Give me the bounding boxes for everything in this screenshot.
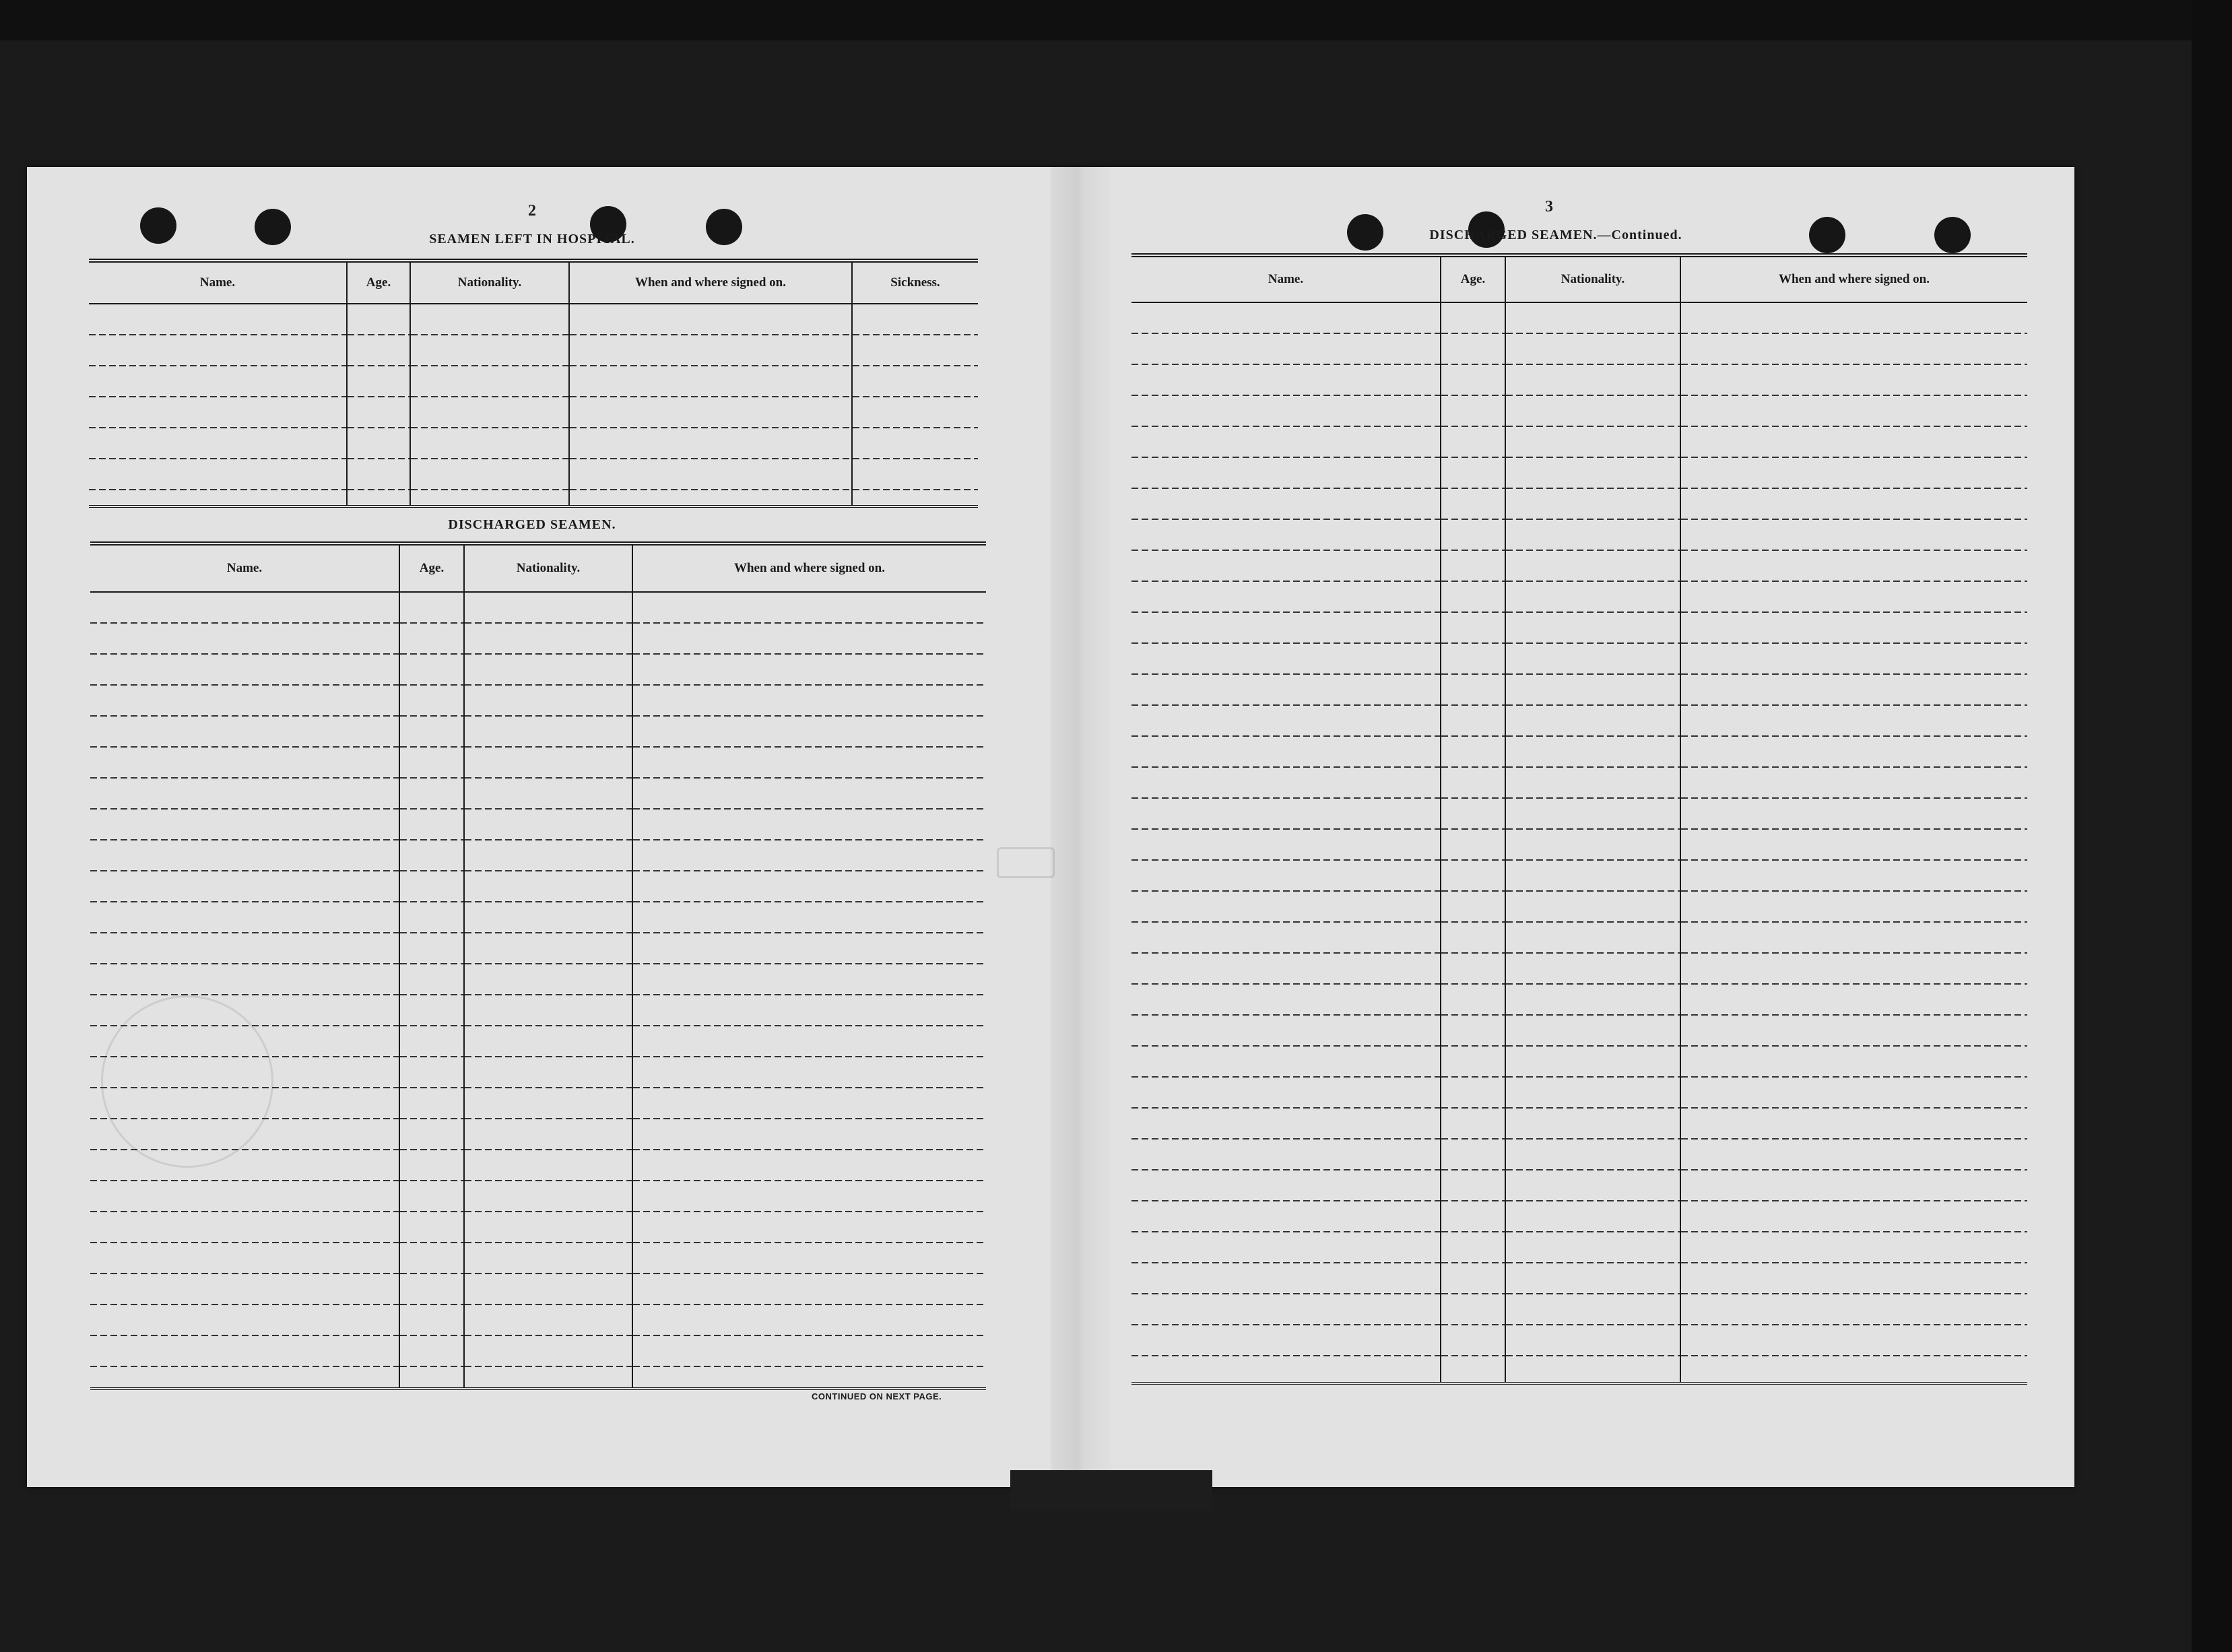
blank-entry-lines [465, 593, 632, 1387]
column-header: Nationality. [411, 263, 568, 304]
page-gutter [1051, 167, 1111, 1487]
discharged-col-signed-on [633, 546, 986, 1387]
continued-note: CONTINUED ON NEXT PAGE. [812, 1391, 942, 1401]
scanner-border-top [0, 0, 2232, 40]
discharged-section-title: DISCHARGED SEAMEN. [448, 517, 616, 532]
discharged-col-name [90, 546, 400, 1387]
column-header: When and where signed on. [1681, 257, 2027, 303]
hospital-col-age [348, 263, 411, 505]
blank-entry-lines [570, 304, 851, 505]
continued-col-nationality [1506, 257, 1681, 1382]
column-header: Sickness. [853, 263, 978, 304]
discharged-table [90, 541, 986, 1390]
column-header: When and where signed on. [570, 263, 851, 304]
blank-entry-lines [633, 593, 986, 1387]
discharged-col-age [400, 546, 465, 1387]
column-header: Nationality. [1506, 257, 1680, 303]
scanner-border-right [2192, 0, 2232, 1652]
blank-entry-lines [1681, 303, 2027, 1382]
column-header: Name. [1131, 257, 1440, 303]
binding-strip [1010, 1470, 1212, 1511]
hospital-col-nationality [411, 263, 570, 505]
document-sheet [27, 167, 2074, 1487]
blank-entry-lines [1506, 303, 1680, 1382]
left-page [27, 167, 1051, 1487]
column-header: Age. [400, 546, 463, 593]
right-page [1111, 167, 2074, 1487]
discharged-continued-title: DISCHARGED SEAMEN.—Continued. [1429, 228, 1682, 242]
hospital-col-signed-on [570, 263, 853, 505]
column-header: Name. [90, 546, 399, 593]
blank-entry-lines [400, 593, 463, 1387]
hospital-col-sickness [853, 263, 978, 505]
page-number: 2 [528, 202, 536, 220]
hospital-section-title: SEAMEN LEFT IN HOSPITAL. [429, 232, 635, 246]
blank-entry-lines [853, 304, 978, 505]
continued-col-signed-on [1681, 257, 2027, 1382]
blank-entry-lines [348, 304, 409, 505]
blank-entry-lines [90, 593, 399, 1387]
continued-col-age [1441, 257, 1506, 1382]
blank-entry-lines [1131, 303, 1440, 1382]
page-number: 3 [1545, 198, 1553, 216]
discharged-col-nationality [465, 546, 633, 1387]
column-header: Age. [348, 263, 409, 304]
continued-col-name [1131, 257, 1441, 1382]
column-header: Name. [89, 263, 346, 304]
column-header: Age. [1441, 257, 1505, 303]
blank-entry-lines [1441, 303, 1505, 1382]
column-header: When and where signed on. [633, 546, 986, 593]
hospital-table [89, 259, 978, 508]
blank-entry-lines [411, 304, 568, 505]
hospital-col-name [89, 263, 348, 505]
discharged-continued-table [1131, 253, 2027, 1385]
blank-entry-lines [89, 304, 346, 505]
column-header: Nationality. [465, 546, 632, 593]
